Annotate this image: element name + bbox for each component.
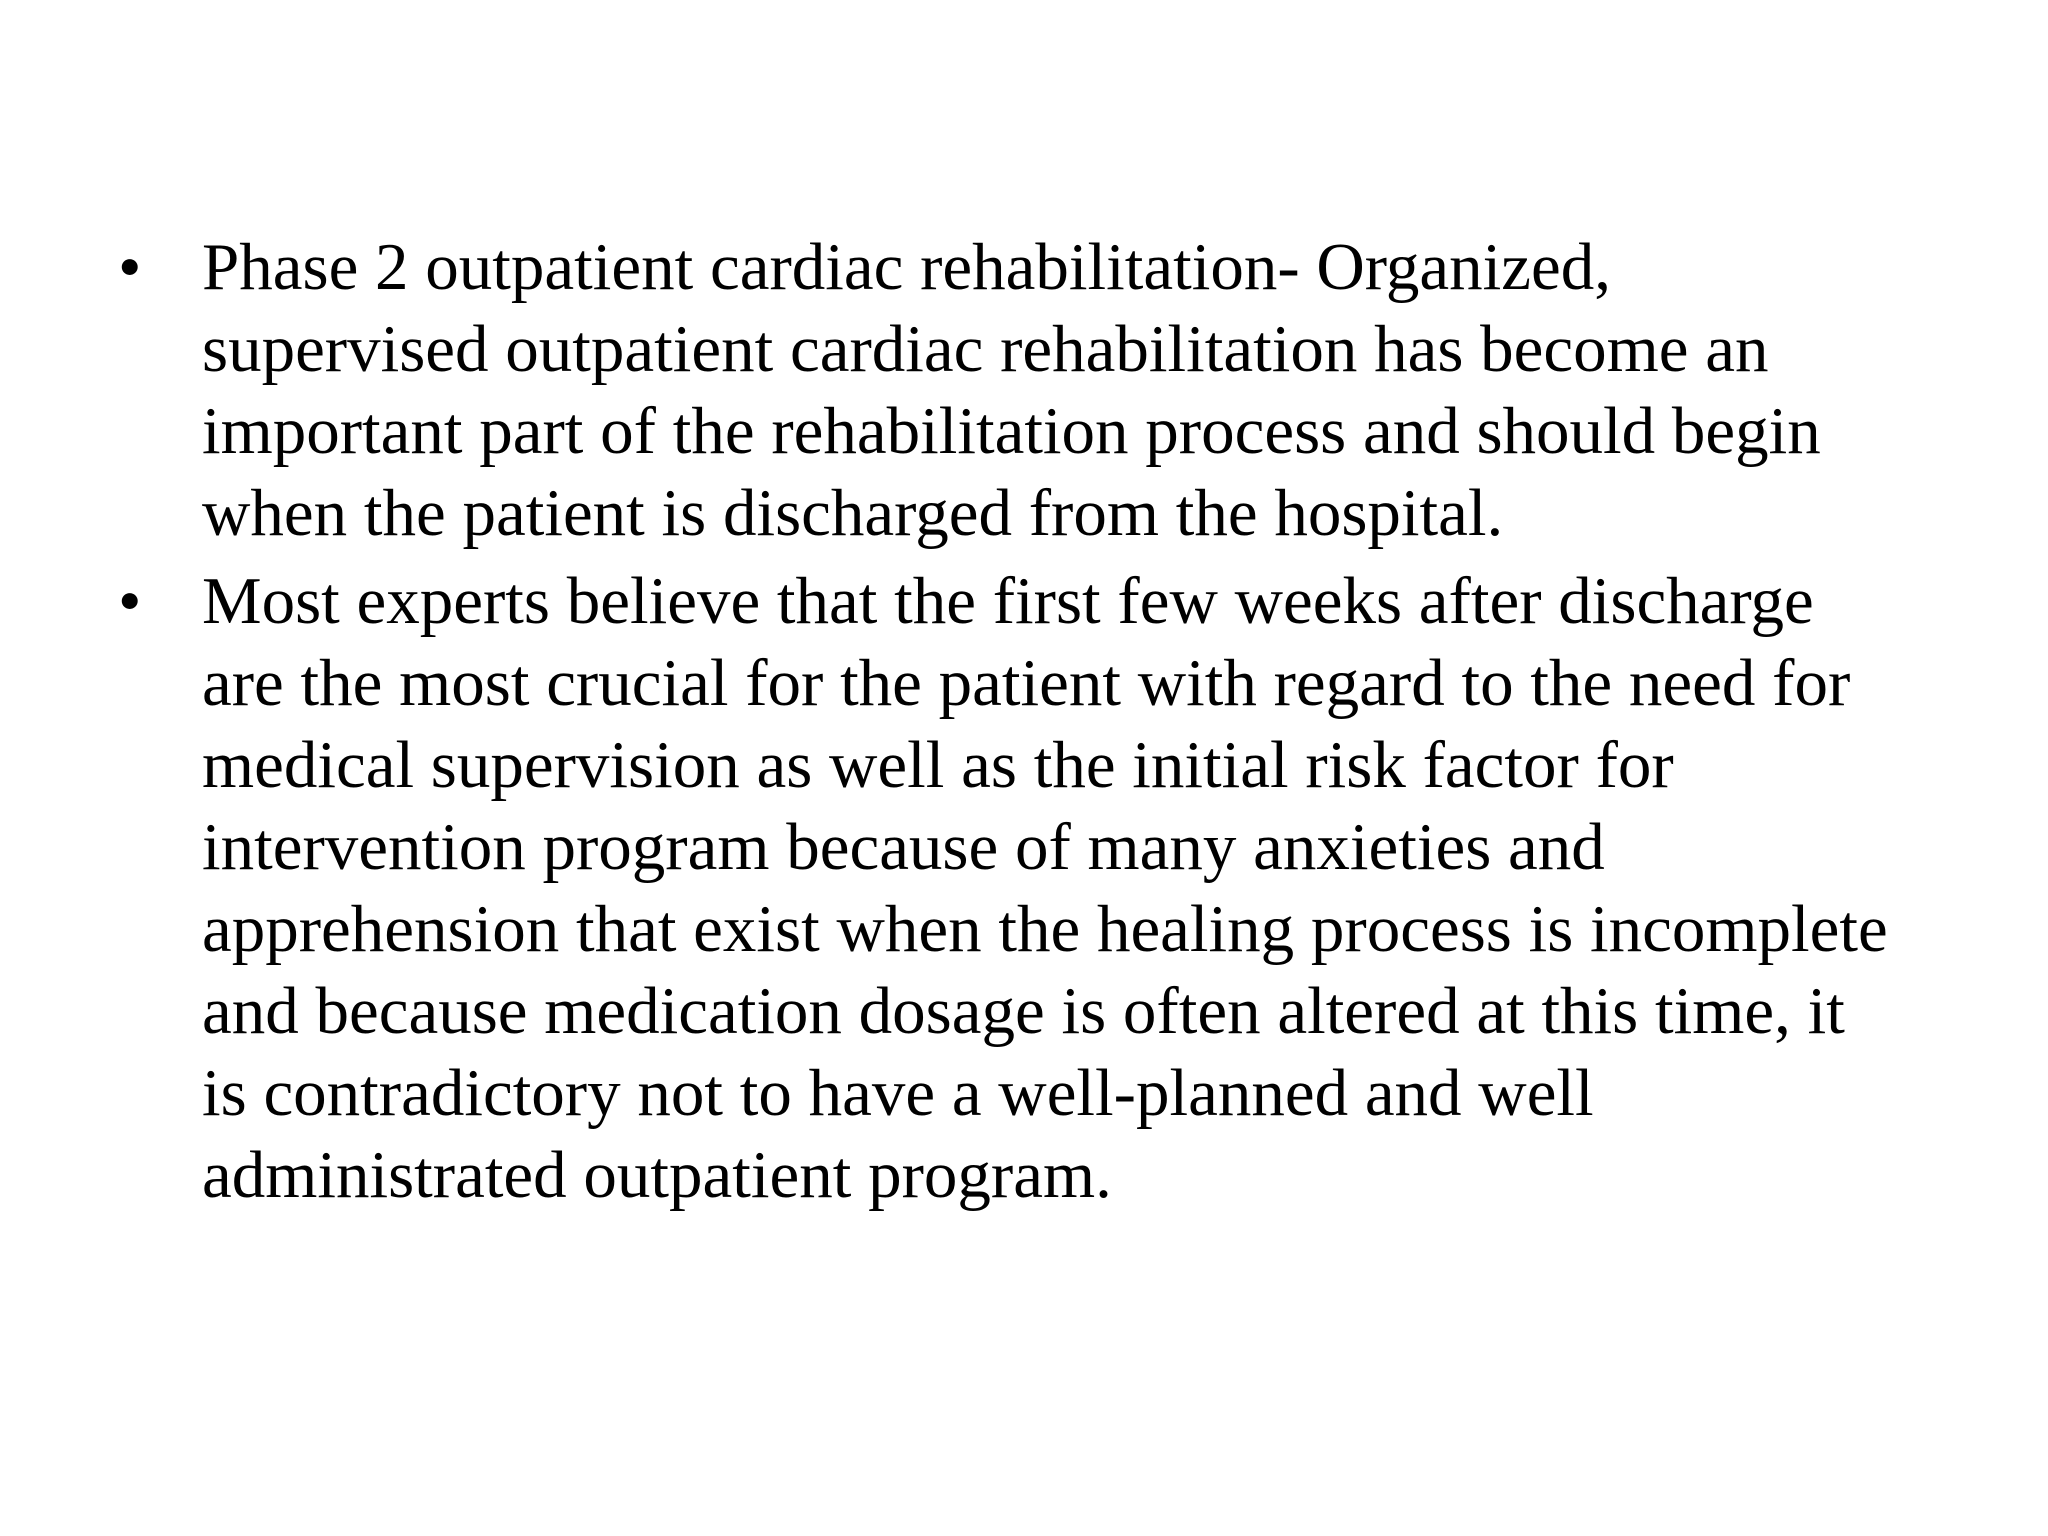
bullet-item-experts: [118, 560, 1958, 1216]
bullet-marker: •: [118, 564, 142, 638]
bullet-text-line: supervised outpatient cardiac rehabilitation has become an: [202, 312, 1769, 386]
bullet-text-line: is contradictory not to have a well-planned and well: [202, 1056, 1594, 1130]
bullet-text-line: when the patient is discharged from the hospital.: [202, 476, 1504, 550]
bullet-text-line: are the most crucial for the patient with regard to the need for: [202, 646, 1851, 720]
bullet-list: [118, 226, 1958, 1222]
bullet-text-line: administrated outpatient program.: [202, 1138, 1112, 1212]
bullet-item-phase-2: [118, 226, 1958, 554]
bullet-text-line: Phase 2 outpatient cardiac rehabilitation- Organized,: [202, 230, 1611, 304]
bullet-text-line: and because medication dosage is often altered at this time, it: [202, 974, 1845, 1048]
bullet-text-line: intervention program because of many anxieties and: [202, 810, 1605, 884]
bullet-text-line: important part of the rehabilitation process and should begin: [202, 394, 1821, 468]
bullet-text-line: apprehension that exist when the healing process is incomplete: [202, 892, 1888, 966]
bullet-text-line: medical supervision as well as the initial risk factor for: [202, 728, 1674, 802]
bullet-text-line: Most experts believe that the first few weeks after discharge: [202, 564, 1814, 638]
bullet-marker: •: [118, 230, 142, 304]
